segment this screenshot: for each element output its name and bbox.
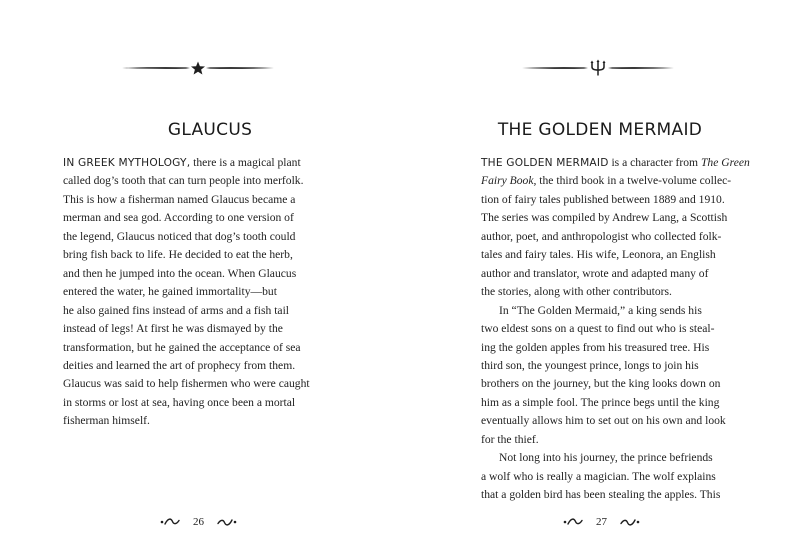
text-line: transformation, but he gained the acceptance of sea — [63, 340, 301, 354]
page-number: 26 — [193, 516, 204, 528]
book-title: Fairy Book, — [481, 174, 537, 188]
lead-in: IN GREEK MYTHOLOGY, — [63, 157, 191, 169]
text-line: for the thief. — [481, 432, 539, 446]
text-line: and then he jumped into the ocean. When Glaucus — [63, 266, 297, 280]
text-line: the legend, Glaucus noticed that dog’s tooth could — [63, 229, 296, 243]
chapter-title-golden-mermaid: THE GOLDEN MERMAID — [497, 120, 703, 140]
flourish-left-icon — [160, 516, 180, 528]
lead-in: THE GOLDEN MERMAID — [481, 157, 609, 169]
text-line: ing the golden apples from his treasured tree. His — [481, 340, 710, 354]
flourish-right-icon — [620, 516, 640, 528]
text-line: two eldest sons on a quest to find out who is steal- — [481, 322, 715, 336]
text-line: called dog’s tooth that can turn people into merfolk. — [63, 174, 304, 188]
star-ornament — [120, 58, 276, 78]
text-line: Fairy Book, the third book in a twelve-volume collec- — [481, 174, 732, 188]
star-icon — [120, 58, 276, 78]
text-line: tion of fairy tales published between 1889 and 1910. — [481, 192, 725, 206]
text-line: fisherman himself. — [63, 414, 150, 428]
text-line: Glaucus was said to help fishermen who were caught — [63, 377, 310, 391]
text-line: author, poet, and anthropologist who collected folk- — [481, 229, 722, 243]
text-line: he also gained fins instead of arms and a fish tail — [63, 303, 290, 317]
body-text-glaucus — [63, 154, 363, 431]
text-line: in storms or lost at sea, having once been a mortal — [63, 395, 296, 409]
text-line: bring fish back to life. He decided to eat the herb, — [63, 248, 293, 262]
text-line: Not long into his journey, the prince befriends — [499, 451, 713, 465]
text-line: entered the water, he gained immortality—but — [63, 285, 277, 299]
text-line: a wolf who is really a magician. The wolf explains — [481, 469, 716, 483]
flourish-right-icon — [217, 516, 237, 528]
text-line: brothers on the journey, but the king looks down on — [481, 377, 721, 391]
text-line: that a golden bird has been stealing the apples. This — [481, 488, 721, 502]
text-line: IN GREEK MYTHOLOGY, there is a magical plant — [63, 156, 301, 169]
text-line: deities and learned the art of prophecy from them. — [63, 358, 296, 372]
text-line: tales and fairy tales. His wife, Leonora, an English — [481, 248, 716, 262]
text-line: merman and sea god. According to one version of — [63, 211, 294, 225]
page-footer — [160, 514, 237, 530]
text-line: THE GOLDEN MERMAID is a character from The Green — [481, 156, 750, 169]
trident-icon — [520, 58, 676, 78]
text-line: instead of legs! At first he was dismayed by the — [63, 322, 283, 336]
text-line: him as a simple fool. The prince begs until the king — [481, 395, 720, 409]
right-page — [400, 0, 800, 560]
text-line: author and translator, wrote and adapted many of — [481, 266, 709, 280]
flourish-left-icon — [563, 516, 583, 528]
page-number: 27 — [596, 516, 607, 528]
text-line: The series was compiled by Andrew Lang, a Scottish — [481, 211, 728, 225]
text-line: eventually allows him to set out on his own and look — [481, 414, 726, 428]
text-line: This is how a fisherman named Glaucus became a — [63, 192, 296, 206]
text-line: third son, the youngest prince, longs to join his — [481, 358, 699, 372]
trident-ornament — [520, 58, 676, 78]
page-footer — [563, 514, 640, 530]
body-text-golden-mermaid — [481, 154, 781, 505]
book-title: The Green — [700, 156, 750, 169]
chapter-title-glaucus: GLAUCUS — [167, 120, 253, 140]
text-line: the stories, along with other contributors. — [481, 285, 672, 299]
text-line: In “The Golden Mermaid,” a king sends his — [499, 303, 702, 317]
